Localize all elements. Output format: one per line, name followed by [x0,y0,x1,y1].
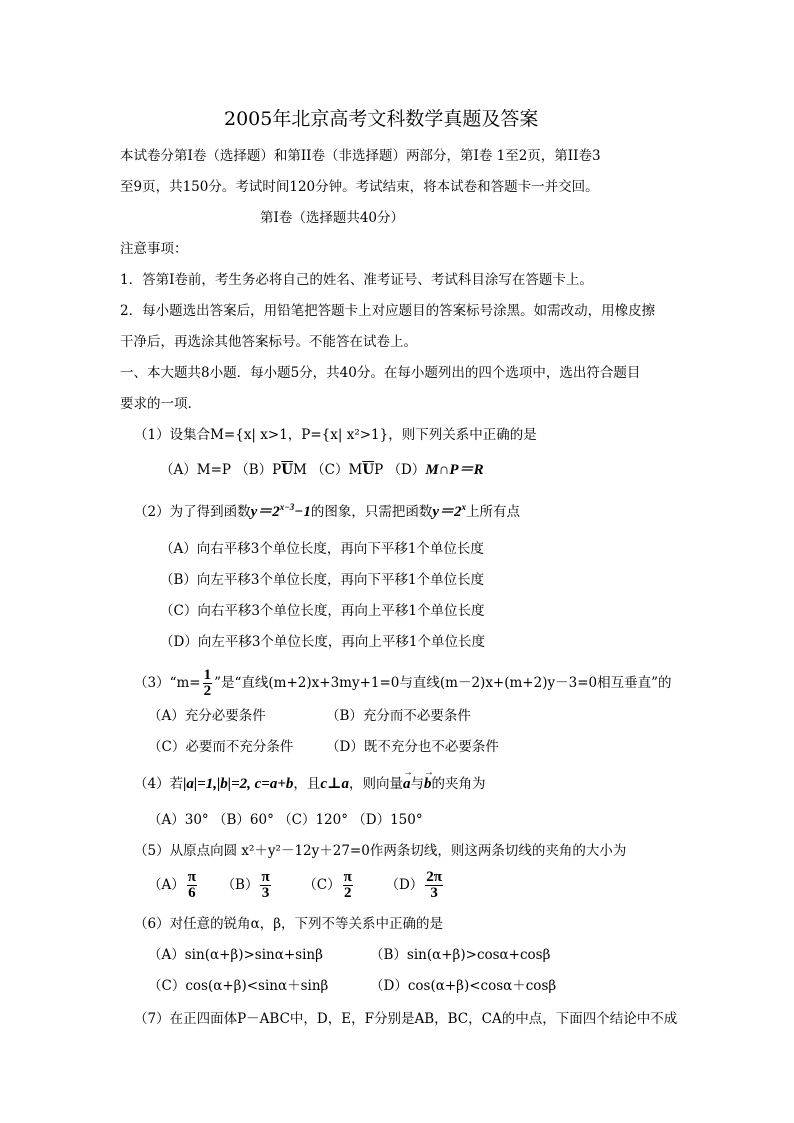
q3-stem-post: ”是“直线(m+2)x+3my+1=0与直线(m－2)x+(m+2)y－3=0相互垂直”的 [214,675,672,691]
section-heading: 第Ⅰ卷（选择题共40分） [260,210,405,226]
q4-stem-post: 的夹角为 [431,776,486,792]
q4-vector-b: → b [424,774,432,794]
question-5-options [148,870,445,901]
q4-stem-mid-1: ，且 [293,776,321,792]
note-1: 1．答第Ⅰ卷前，考生务必将自己的姓名、准考证号、考试科目涂写在答题卡上。 [120,272,593,288]
q3-stem-pre: （3）“m= [134,675,201,691]
part-one-instructions-2: 要求的一项. [120,396,192,412]
question-5-stem: （5）从原点向圆 x²＋y²－12y＋27=0作两条切线，则这两条切线的夹角的大小为 [134,843,627,859]
q4-stem-mid-2: ，则向量 [348,776,403,792]
q2-function-2: $y=2^x$ [432,502,466,520]
notes-heading: 注意事项： [120,241,188,257]
q1-option-text-c: M （C）M [293,462,363,478]
q2-stem-post: 上所有点 [466,504,520,520]
question-3-option-a: （A）充分必要条件 [148,708,266,724]
note-2-line-1: 2．每小题选出答案后，用铅笔把答题卡上对应题目的答案标号涂黑。如需改动，用橡皮擦 [120,303,656,319]
q5-option-c-label: （C） [303,877,341,893]
question-6-option-b: （B）sin(α+β)>cosα+cosβ [370,947,551,963]
q5-option-d-label: （D） [385,877,424,893]
question-4-stem [134,774,485,794]
question-2-option-d: （D）向左平移3个单位长度，再向上平移1个单位长度 [160,634,486,650]
q1-option-text-a: （A）M=P （B）P [160,462,282,478]
question-2-option-b: （B）向左平移3个单位长度，再向下平移1个单位长度 [160,572,485,588]
q4-vector-a: → a [403,774,411,794]
q4-stem-pre: （4）若 [134,776,184,792]
question-2-option-a: （A）向右平移3个单位长度，再向下平移1个单位长度 [160,541,484,557]
question-3-option-d: （D）既不充分也不必要条件 [326,739,499,755]
q5-option-c-fraction: $\frac{\pi}{2}$ [343,869,352,901]
q2-function-1: $y=2^{x-3}-1$ [250,502,311,520]
question-7-stem: （7）在正四面体P－ABC中，D，E，F分别是AB，BC，CA的中点，下面四个结论中不成 [134,1011,678,1027]
question-1-options [160,460,484,480]
q5-option-b-fraction: $\frac{\pi}{3}$ [261,869,270,901]
q4-stem-yu: 与 [410,776,424,792]
q5-option-a-label: （A） [148,877,185,893]
question-3-option-c: （C）必要而不充分条件 [148,739,294,755]
union-symbol: $\overline{U}$ [362,462,375,478]
q3-fraction: $\frac{1}{2}$ [203,667,212,699]
q2-stem-mid: 的图象，只需把函数 [310,504,433,520]
intro-line-1: 本试卷分第Ⅰ卷（选择题）和第II卷（非选择题）两部分，第Ⅰ卷 1至2页，第II卷3 [120,148,601,164]
q5-option-a-fraction: $\frac{\pi}{6}$ [187,869,196,901]
question-3-option-b: （B）充分而不必要条件 [326,708,471,724]
question-3-stem [134,668,672,699]
q2-stem-pre: （2）为了得到函数 [134,504,251,520]
question-6-option-a: （A）sin(α+β)>sinα+sinβ [148,947,323,963]
question-6-option-d: （D）cos(α+β)<cosα＋cosβ [370,978,557,994]
question-2-option-c: （C）向右平移3个单位长度，再向上平移1个单位长度 [160,603,485,619]
q5-option-b-label: （B） [221,877,259,893]
q4-perpendicular-condition: c⊥a [320,776,349,792]
note-2-line-2: 干净后，再选涂其他答案标号。不能答在试卷上。 [120,334,417,350]
question-6-stem: （6）对任意的锐角α，β，下列不等关系中正确的是 [134,916,444,932]
union-symbol: $\overline{U}$ [281,462,294,478]
q5-option-d-fraction: $\frac{2\pi}{3}$ [426,869,442,901]
question-6-option-c: （C）cos(α+β)<sinα＋sinβ [148,978,329,994]
intro-line-2: 至9页，共150分。考试时间120分钟。考试结束，将本试卷和答题卡一并交回。 [120,179,599,195]
question-1-stem: （1）设集合M={x| x>1，P={x| x²>1}，则下列关系中正确的是 [134,427,537,443]
q1-option-text-d: P （D） [374,462,426,478]
part-one-instructions-1: 一、本大题共8小题．每小题5分，共40分。在每小题列出的四个选项中，选出符合题目 [120,365,641,381]
question-4-options: （A）30° （B）60° （C）120° （D）150° [148,812,423,828]
q4-vector-condition: |a|=1,|b|=2, c=a+b [183,776,294,792]
question-2-stem [134,502,520,522]
page-title: 2005年北京高考文科数学真题及答案 [224,108,539,130]
q1-option-d-formula: M∩P＝R [425,462,484,478]
